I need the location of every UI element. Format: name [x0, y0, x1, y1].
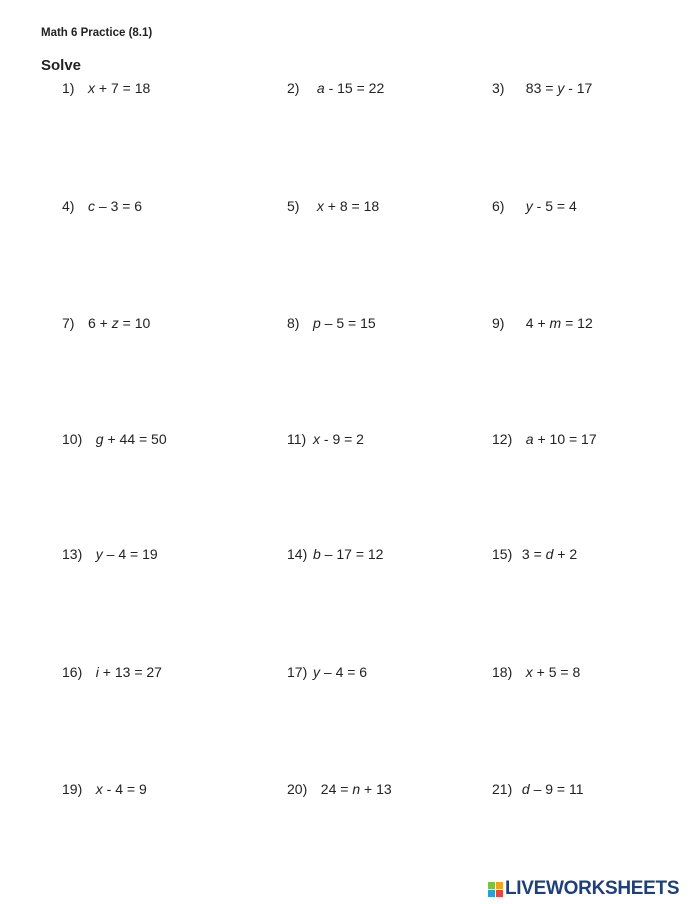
problem-number: 4) [62, 198, 75, 214]
problem-number: 9) [492, 315, 505, 331]
equation-right: – 4 = 6 [320, 664, 368, 680]
problem-number: 1) [62, 80, 75, 96]
problem-14 [287, 546, 383, 562]
equation-right: + 7 = 18 [95, 80, 151, 96]
problem-1 [62, 80, 150, 96]
problem-6 [492, 198, 577, 214]
problem-number: 20) [287, 781, 308, 797]
equation-right: – 5 = 15 [320, 315, 376, 331]
problem-4 [62, 198, 142, 214]
problem-number: 12) [492, 431, 513, 447]
problem-19 [62, 781, 147, 797]
equation-right: + 44 = 50 [103, 431, 167, 447]
equation-variable: x [313, 431, 320, 447]
liveworksheets-logo [488, 878, 679, 900]
problem-2 [287, 80, 384, 96]
problem-number: 18) [492, 664, 513, 680]
logo-icon [488, 882, 503, 897]
equation-variable: a [316, 80, 325, 96]
problem-number: 15) [492, 546, 513, 562]
logo-text: LIVEWORKSHEETS [505, 878, 680, 899]
equation-right: - 5 = 4 [532, 198, 577, 214]
problem-5 [287, 198, 379, 214]
equation-variable: y [557, 80, 565, 96]
problem-10 [62, 431, 167, 447]
equation-variable: y [95, 546, 103, 562]
problem-18 [492, 664, 580, 680]
instruction-heading: Solve [41, 57, 82, 74]
equation-left: 24 = [313, 781, 353, 797]
equation-left [518, 198, 526, 214]
problem-number: 14) [287, 546, 308, 562]
worksheet-title: Math 6 Practice (8.1) [41, 27, 153, 39]
problem-number: 21) [492, 781, 513, 797]
equation-variable: n [352, 781, 361, 797]
problem-8 [287, 315, 376, 331]
equation-variable: m [549, 315, 562, 331]
equation-right: + 13 [360, 781, 392, 797]
equation-variable: x [88, 80, 95, 96]
equation-right: + 2 [553, 546, 578, 562]
equation-right: + 13 = 27 [98, 664, 162, 680]
equation-variable: x [316, 198, 324, 214]
problem-number: 17) [287, 664, 308, 680]
equation-left [88, 781, 96, 797]
equation-variable: b [313, 546, 321, 562]
equation-variable: z [111, 315, 119, 331]
equation-left: 3 = [518, 546, 546, 562]
problem-3 [492, 80, 592, 96]
equation-variable: a [525, 431, 534, 447]
equation-right: - 17 [564, 80, 593, 96]
equation-variable: y [525, 198, 533, 214]
equation-right: = 10 [118, 315, 151, 331]
equation-left [88, 431, 96, 447]
equation-variable: i [95, 664, 99, 680]
equation-right: – 17 = 12 [320, 546, 384, 562]
equation-left: 4 + [518, 315, 550, 331]
equation-variable: c [88, 198, 95, 214]
equation-right: + 8 = 18 [323, 198, 380, 214]
problem-number: 13) [62, 546, 83, 562]
problem-13 [62, 546, 158, 562]
problem-15 [492, 546, 577, 562]
problem-number: 8) [287, 315, 300, 331]
problem-16 [62, 664, 162, 680]
problem-number: 19) [62, 781, 83, 797]
equation-right: + 10 = 17 [533, 431, 597, 447]
equation-left [518, 664, 526, 680]
problem-number: 2) [287, 80, 300, 96]
problem-12 [492, 431, 597, 447]
equation-left [518, 431, 526, 447]
equation-variable: x [95, 781, 103, 797]
equation-variable: y [313, 664, 320, 680]
equation-left [88, 664, 96, 680]
equation-right: - 4 = 9 [102, 781, 147, 797]
problem-21 [492, 781, 584, 797]
problem-7 [62, 315, 150, 331]
equation-variable: x [525, 664, 533, 680]
equation-right: – 9 = 11 [529, 781, 584, 797]
equation-variable: d [521, 781, 530, 797]
equation-left: 83 = [518, 80, 558, 96]
problem-number: 6) [492, 198, 505, 214]
problem-number: 7) [62, 315, 75, 331]
problem-9 [492, 315, 593, 331]
problem-number: 10) [62, 431, 83, 447]
problem-20 [287, 781, 392, 797]
problem-number: 3) [492, 80, 505, 96]
equation-right: - 9 = 2 [320, 431, 364, 447]
equation-right: – 3 = 6 [95, 198, 143, 214]
equation-left: 6 + [88, 315, 112, 331]
problem-17 [287, 664, 367, 680]
equation-variable: d [545, 546, 554, 562]
problem-11 [287, 431, 364, 447]
equation-variable: p [313, 315, 321, 331]
equation-right: = 12 [561, 315, 593, 331]
problem-number: 11) [287, 431, 307, 447]
equation-left [88, 546, 96, 562]
problem-number: 5) [287, 198, 300, 214]
equation-variable: g [95, 431, 104, 447]
equation-right: – 4 = 19 [102, 546, 158, 562]
equation-right: + 5 = 8 [532, 664, 581, 680]
problem-number: 16) [62, 664, 83, 680]
equation-right: - 15 = 22 [324, 80, 385, 96]
